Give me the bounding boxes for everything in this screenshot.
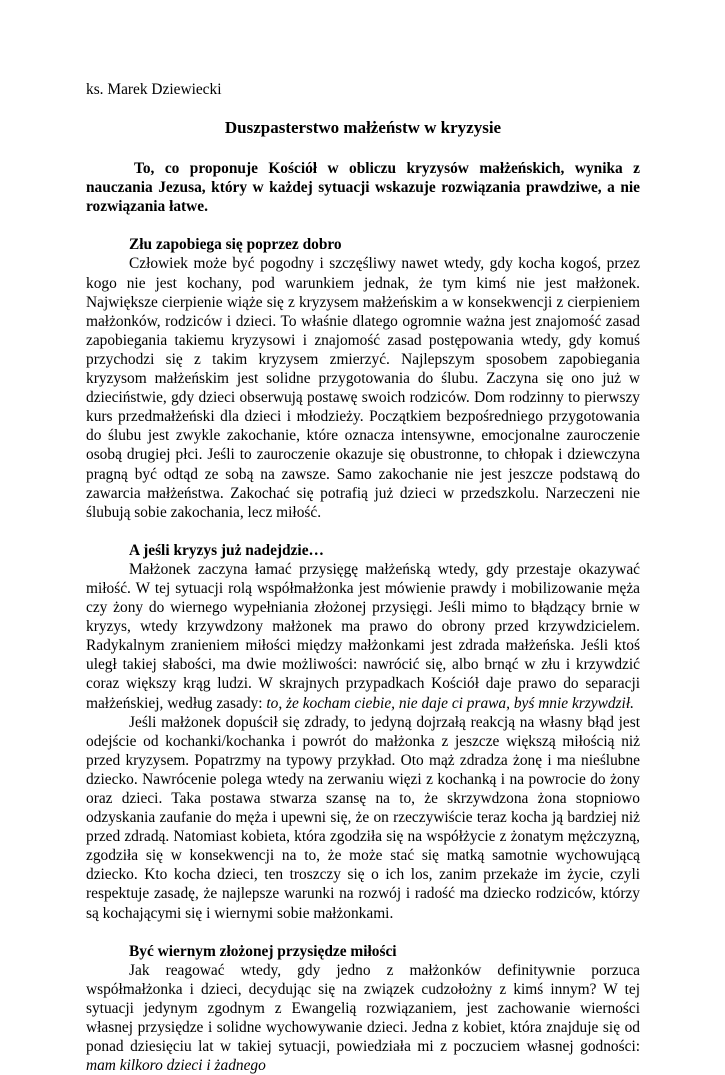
section-2-paragraph-1-text: Małżonek zaczyna łamać przysięgę małżeńską wtedy, gdy przestaje okazywać miłość. W tej sytuacji rolą współmałżonka jest mówienie prawdy i mobilizowanie męża czy żony do wiernego wypełniania złożonej przysięgi. Jeśli mimo to błądzący brnie w kryzys, wtedy krzywdzony małżonek ma prawo do obrony przed krzywdzicielem. Radykalnym zranieniem miłości między małżonkami jest zdrada małżeńska. Jeśli ktoś uległ takiej słabości, ma dwie możliwości: nawrócić się, albo brnąć w złu i krzywdzić coraz większy krąg ludzi. W skrajnych przypadkach Kościół daje prawo do separacji małżeńskiej, według zasady: (86, 560, 640, 712)
section-2-paragraph-1 (86, 560, 640, 713)
author-name: ks. Marek Dziewiecki (86, 81, 222, 98)
section-2-quote: to, że kocham ciebie, nie daje ci prawa, byś mnie krzywdził. (266, 694, 634, 712)
lead-paragraph: To, co proponuje Kościół w obliczu kryzysów małżeńskich, wynika z nauczania Jezusa, który w każdej sytuacji wskazuje rozwiązania prawdziwe, a nie rozwiązania łatwe. (86, 160, 640, 216)
section-1-paragraph-1: Człowiek może być pogodny i szczęśliwy nawet wtedy, gdy kocha kogoś, przez kogo nie jest kochany, pod warunkiem jednak, że tym kimś nie jest małżonek. Największe cierpienie wiąże się z kryzysem małżeńskim a w konsekwencji z cierpieniem małżonków, rodziców i dzieci. To właśnie dlatego ogromnie ważna jest znajomość zasad zapobiegania takiemu kryzysowi i znajomość zasad postępowania wtedy, gdy komuś przychodzi się z takim kryzysem zmierzyć. Najlepszym sposobem zapobiegania kryzysom małżeńskim jest solidne przygotowania do ślubu. Zaczyna się ono już w dzieciństwie, gdy dzieci obserwują postawę swoich rodziców. Dom rodzinny to pierwszy kurs przedmałżeński dla dzieci i młodzieży. Początkiem bezpośredniego przygotowania do ślubu jest zwykle zakochanie, które oznacza intensywne, emocjonalne zauroczenie osobą drugiej płci. Jeśli to zauroczenie okazuje się obustronne, to chłopak i dziewczyna pragną być odtąd ze sobą na zawsze. Samo zakochanie nie jest jeszcze podstawą do zawarcia małżeństwa. Zakochać się potrafią już dzieci w przedszkolu. Narzeczeni nie ślubują sobie zakochania, lecz miłość. (86, 255, 640, 521)
document-page (86, 80, 640, 1075)
document-title: Duszpasterstwo małżeństw w kryzysie (224, 118, 502, 138)
section-3-paragraph-1 (86, 961, 640, 1075)
section-2-paragraph-2: Jeśli małżonek dopuścił się zdrady, to jedyną dojrzałą reakcją na własny błąd jest odejście od kochanki/kochanka i powrót do małżonka z jeszcze większą miłością niż przed kryzysem. Popatrzmy na typowy przykład. Oto mąż zdradza żonę i ma nieślubne dziecko. Nawrócenie polega wtedy na zerwaniu więzi z kochanką i na powrocie do żony oraz dzieci. Taka postawa stwarza szansę na to, że skrzywdzona żona stopniowo odzyskania zaufanie do męża i upewni się, że on rzeczywiście teraz kocha ją bardziej niż przed zdradą. Natomiast kobieta, która zgodziła się na współżycie z żonatym mężczyzną, zgodziła się w konsekwencji na to, że może stać się matką samotnie wychowującą dziecko. Kto kocha dzieci, ten troszczy się o ich los, zanim przekaże im życie, czyli respektuje zasadę, że najlepsze warunki na rozwój i radość ma dziecko rodziców, którzy są kochającymi się i wiernymi sobie małżonkami. (86, 713, 640, 922)
section-3-paragraph-1-text: Jak reagować wtedy, gdy jedno z małżonków definitywnie porzuca współmałżonka i dzieci, decydując się na związek cudzołożny z kimś innym? W tej sytuacji jedynym zgodnym z Ewangelią rozwiązaniem, jest zachowanie wierności własnej przysiędze i solidne wychowywanie dzieci. Jedna z kobiet, która znajduje się od ponad dziesięciu lat w takiej sytuacji, powiedziała mi z poczuciem własnej godności: (86, 961, 640, 1056)
section-heading-3: Być wiernym złożonej przysiędze miłości (129, 942, 397, 960)
section-3-quote: mam kilkoro dzieci i żadnego (86, 1057, 266, 1075)
section-heading-2: A jeśli kryzys już nadejdzie… (129, 541, 324, 559)
section-gap (86, 522, 640, 541)
section-heading-1: Złu zapobiega się poprzez dobro (129, 236, 342, 254)
section-gap (86, 923, 640, 942)
